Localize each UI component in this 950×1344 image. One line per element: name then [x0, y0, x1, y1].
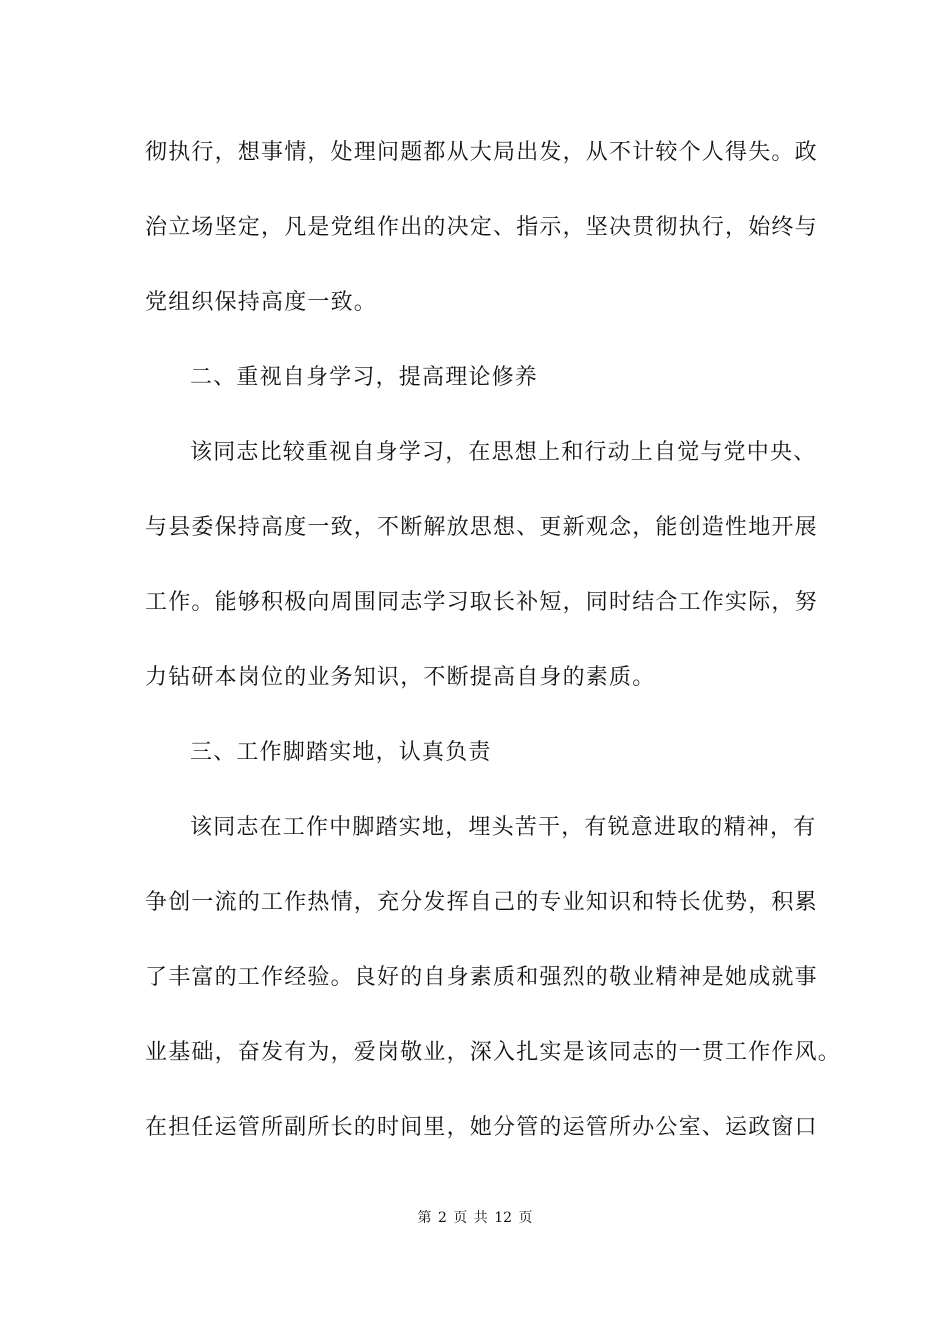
- body-text-line: 争创一流的工作热情，充分发挥自己的专业知识和特长优势，积累: [145, 890, 818, 915]
- body-text-line: 工作。能够积极向周围同志学习取长补短，同时结合工作实际，努: [145, 590, 818, 615]
- body-text-line: 党组织保持高度一致。: [145, 290, 378, 315]
- page-number-footer: 第 2 页 共 12 页: [417, 1210, 533, 1226]
- body-text-line: 业基础，奋发有为，爱岗敬业，深入扎实是该同志的一贯工作作风。: [145, 1040, 842, 1065]
- section-heading: 三、工作脚踏实地，认真负责: [190, 740, 492, 765]
- body-text-line: 了丰富的工作经验。良好的自身素质和强烈的敬业精神是她成就事: [145, 965, 818, 990]
- section-heading: 二、重视自身学习，提高理论修养: [190, 365, 539, 390]
- body-text-line: 与县委保持高度一致，不断解放思想、更新观念，能创造性地开展: [145, 515, 818, 540]
- body-text-line: 治立场坚定，凡是党组作出的决定、指示，坚决贯彻执行，始终与: [145, 215, 818, 240]
- paragraph-first-line: 该同志比较重视自身学习，在思想上和行动上自觉与党中央、: [190, 440, 817, 465]
- paragraph-first-line: 该同志在工作中脚踏实地，埋头苦干，有锐意进取的精神，有: [190, 815, 817, 840]
- body-text-line: 彻执行，想事情，处理问题都从大局出发，从不计较个人得失。政: [145, 140, 818, 165]
- body-text-line: 力钻研本岗位的业务知识，不断提高自身的素质。: [145, 665, 656, 690]
- body-text-line: 在担任运管所副所长的时间里，她分管的运管所办公室、运政窗口: [145, 1115, 818, 1140]
